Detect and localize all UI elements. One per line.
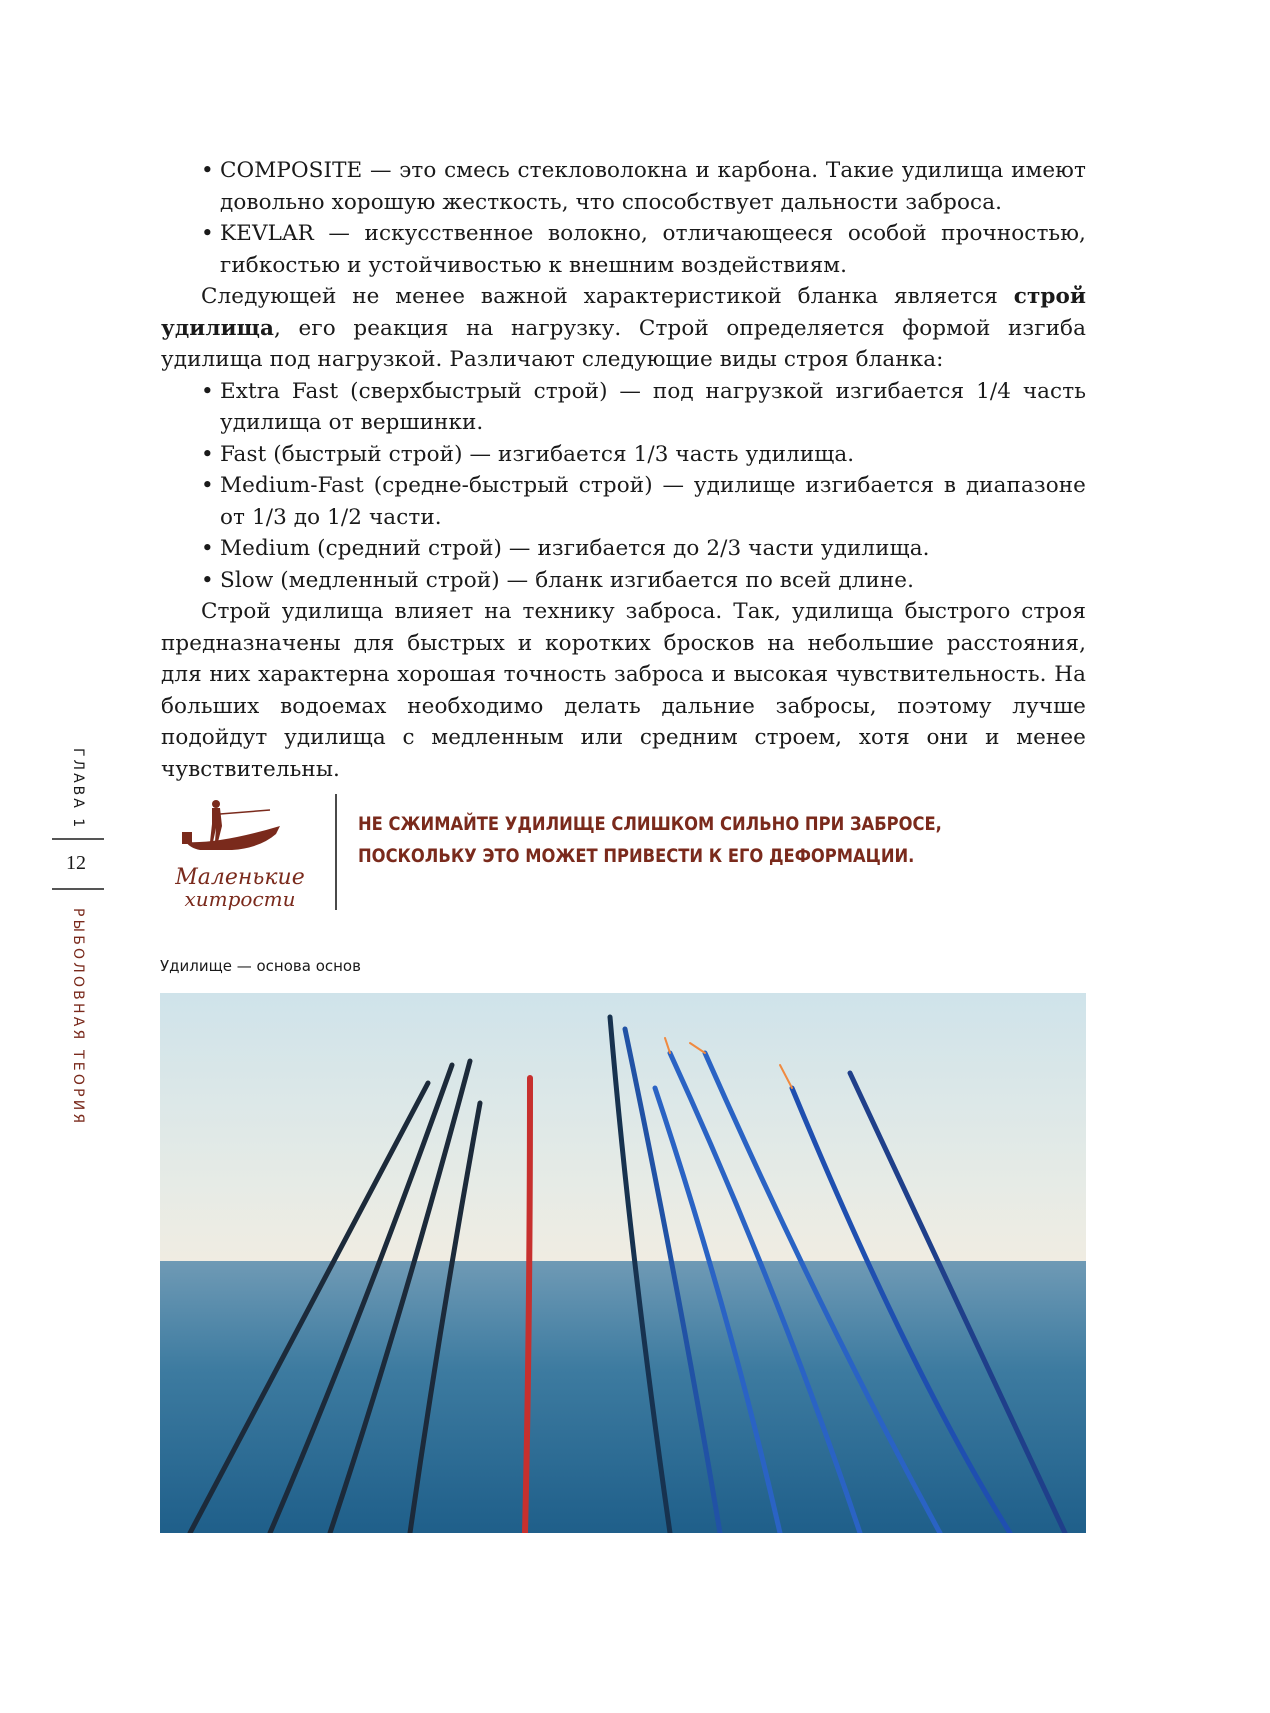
- list-item: • Medium (средний строй) — изгибается до 2/3 части удилища.: [201, 536, 930, 561]
- list-item: • Slow (медленный строй) — бланк изгибается по всей длине.: [201, 567, 915, 593]
- paragraph: Следующей не менее важной характеристикой бланка является строй удилища, его реакция на нагрузку. Строй определяется формой изгиба удилища под нагрузкой. Различают следующие виды строя бланка:: [161, 284, 1086, 372]
- list-item: • Medium-Fast (средне-быстрый строй) — удилище изгибается в диапазоне от 1/3 до 1/2 части.: [201, 473, 1086, 530]
- body-text: [161, 155, 1086, 785]
- list-item: • Fast (быстрый строй) — изгибается 1/3 часть удилища.: [201, 441, 855, 467]
- fisherman-boat-logo: [160, 790, 320, 910]
- tip-text: [358, 808, 960, 872]
- list-item: • KEVLAR — искусственное волокно, отличающееся особой прочностью, гибкостью и устойчивостью к внешним воздействиям.: [201, 221, 1086, 278]
- list-item: • COMPOSITE — это смесь стекловолокна и карбона. Такие удилища имеют довольно хорошую жесткость, что способствует дальности заброса.: [201, 158, 1086, 215]
- tip-line: ПОСКОЛЬКУ ЭТО МОЖЕТ ПРИВЕСТИ К ЕГО ДЕФОРМАЦИИ.: [358, 845, 915, 867]
- section-label: РЫБОЛОВНАЯ ТЕОРИЯ: [70, 908, 86, 1127]
- paragraph: Строй удилища влияет на технику заброса. Так, удилища быстрого строя предназначены для быстрых и коротких бросков на небольшие расстояния, для них характерна хорошая точность заброса и высокая чувствительность. На больших водоемах необходимо делать дальние забросы, поэтому лучше подойдут удилища с медленным или средним строем, хотя они и менее чувствительны.: [161, 599, 1086, 782]
- sidebar-divider: [52, 888, 104, 890]
- list-item: • Extra Fast (сверхбыстрый строй) — под нагрузкой изгибается 1/4 часть удилища от вершинки.: [201, 378, 1086, 435]
- page-number: 12: [66, 852, 86, 874]
- chapter-label: ГЛАВА 1: [70, 748, 86, 831]
- tip-divider: [335, 794, 337, 910]
- tip-line: НЕ СЖИМАЙТЕ УДИЛИЩЕ СЛИШКОМ СИЛЬНО ПРИ ЗАБРОСЕ,: [358, 813, 942, 835]
- logo-line2: хитрости: [184, 887, 296, 910]
- logo-line1: Маленькие: [175, 865, 305, 890]
- photo-caption: Удилище — основа основ: [160, 957, 361, 975]
- sidebar-divider: [52, 838, 104, 840]
- fishing-rods-photo: [160, 993, 1086, 1533]
